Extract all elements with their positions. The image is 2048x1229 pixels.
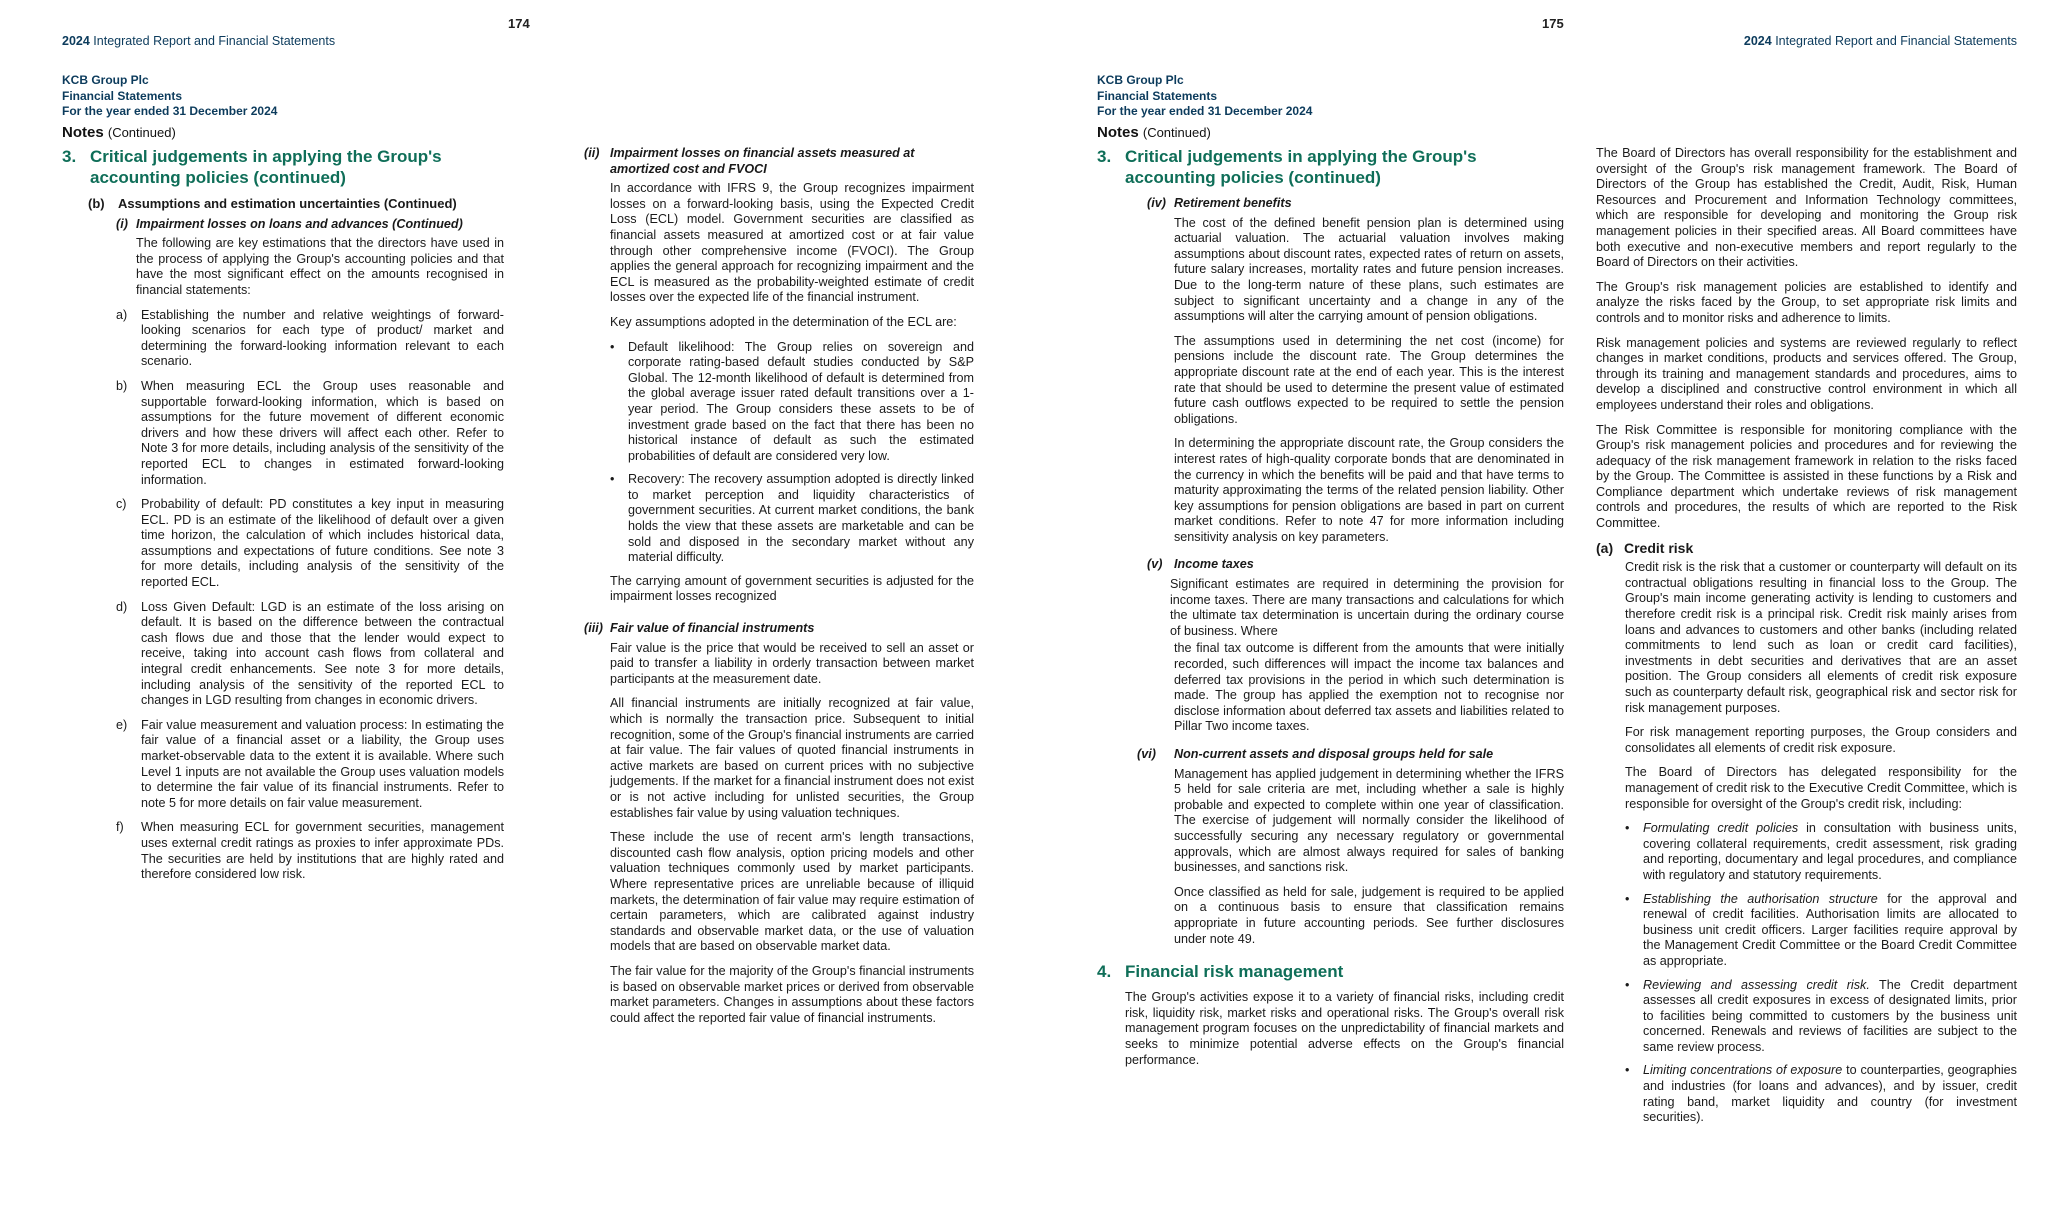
paragraph: Management has applied judgement in determining whether the IFRS 5 held for sale criteria are met, including whether a sale is highly probable and expected to complete within one year of classification. The exercise of judgement will normally consider the likelihood of successfully securing any necessary regulatory or governmental approvals, which are almost always required for sales of banking businesses, and sanctions risk. xyxy=(1174,766,1564,875)
paragraph: The Group's risk management policies are established to identify and analyze the risks faced by the Group, to set appropriate risk limits and controls and to monitor risks and adherence to limits. xyxy=(1596,279,2017,325)
paragraph: All financial instruments are initially recognized at fair value, which is normally the transaction price. Subsequent to initial recognition, some of the Group's financial instruments are carried at fair value. The fair values of quoted financial instruments in active markets are based on current prices with no subjective judgements. If the market for a financial instrument does not exist or is not active including for unlisted securities, the Group establishes fair value by using valuation techniques. xyxy=(610,696,975,820)
statement-type: Financial Statements xyxy=(62,88,183,103)
paragraph: Risk management policies and systems are reviewed regularly to reflect changes in market conditions, products and services offered. The Group, through its training and management standards and procedures, aims to develop a disciplined and constructive control environment in which all employees understand their roles and obligations. xyxy=(1596,335,2017,412)
bullet-item: • Reviewing and assessing credit risk. The Credit department assesses all credit exposures in excess of designated limits, prior to facilities being committed to customers by the business unit concerned. Renewals and reviews of facilities are subject to the same review process. xyxy=(1625,977,2017,1054)
left-column-1 xyxy=(62,146,504,892)
paragraph: the final tax outcome is different from the amounts that were initially recorded, such differences will impact the income tax balances and deferred tax provisions in the period in which such determination is made. The group has applied the exemption not to recognise nor disclose information about deferred tax assets and liabilities related to Pillar Two income taxes. xyxy=(1174,641,1564,734)
company-name: KCB Group Plc xyxy=(1097,73,1184,87)
paragraph: The Board of Directors has overall responsibility for the establishment and oversight of the Group's risk management framework. The Board of Directors of the Group has established the Credit, Audit, Risk, Human Resources and Procurement and Information Technology committees, which are responsible for developing and monitoring the Group risk management policies in their specified areas. All Board committees have both executive and non-executive members and report regularly to the Board of Directors on their activities. xyxy=(1596,146,2017,270)
notes-heading: Notes (Continued) xyxy=(1097,124,1211,141)
running-header xyxy=(62,34,335,48)
paragraph: Once classified as held for sale, judgement is required to be applied on a continuous basis to ensure that classification remains appropriate in future accounting periods. See further disclosures under note 49. xyxy=(1174,884,1564,946)
paragraph: In determining the appropriate discount rate, the Group considers the interest rates of high-quality corporate bonds that are denominated in the currency in which the benefits will be paid and that have terms to maturity approximating the terms of the related pension liability. Other key assumptions for pension obligations are based in part on current market conditions. Refer to note 47 for more information including sensitivity analysis on key parameters. xyxy=(1174,436,1564,544)
part-ii-p3: The carrying amount of government securities is adjusted for the impairment losses recognized xyxy=(610,573,974,604)
report-year: 2024 xyxy=(1743,34,1772,48)
paragraph: The fair value for the majority of the Group's financial instruments is based on observable market prices or derived from observable market parameters. Changes in assumptions about these factors could affect the reported fair value of financial instruments. xyxy=(610,963,974,1025)
paragraph: The Board of Directors has delegated responsibility for the management of credit risk to the Executive Credit Committee, which is responsible for oversight of the Group's credit risk, including: xyxy=(1625,765,2017,811)
bullet-item: • Limiting concentrations of exposure to counterparties, geographies and industries (for loans and advances), and by issuer, credit rating band, market liquidity and country (for investment securities). xyxy=(1625,1063,2017,1125)
part-vi-heading: (vi) Non-current assets and disposal groups held for sale xyxy=(1137,747,1494,761)
bullet-item: • Default likelihood: The Group relies on sovereign and corporate rating-based default studies conducted by S&P Global. The 12-month likelihood of default is determined from the global average issuer rated default transitions over a 1-year period. The Group considers these assets to be of investment grade based on the fact that there has been no historical instance of default as such the estimated probabilities of default are considered very low. xyxy=(610,339,974,463)
page-number: 174 xyxy=(508,16,530,31)
report-title: Integrated Report and Financial Statements xyxy=(93,34,336,48)
section-heading: 3. Critical judgements in applying the Group's accounting policies (continued) xyxy=(62,147,442,187)
left-column-2 xyxy=(584,146,974,1035)
right-column-2 xyxy=(1596,146,2017,1134)
part-ii-heading: (ii) Impairment losses on financial assets measured at amortized cost and FVOCI xyxy=(584,146,915,176)
part-ii-p2: Key assumptions adopted in the determination of the ECL are: xyxy=(610,314,957,329)
bullet-item: • Establishing the authorisation structure for the approval and renewal of credit facilities. Authorisation limits are allocated to business unit credit officers. Larger facilities require approval by the Management Credit Committee or the Board Credit Committee as appropriate. xyxy=(1625,891,2017,968)
section-heading: 3. Critical judgements in applying the Group's accounting policies (continued) xyxy=(1097,147,1477,187)
paragraph: Fair value is the price that would be received to sell an asset or paid to transfer a liability in orderly transaction between market participants at the measurement date. xyxy=(610,640,974,686)
report-year: 2024 xyxy=(62,34,90,48)
list-item: f) When measuring ECL for government securities, management uses external credit ratings as proxies to infer approximate PDs. The securities are held by institutions that are highly rated and therefore considered low risk. xyxy=(116,820,504,882)
paragraph: For risk management reporting purposes, the Group considers and consolidates all elements of credit risk exposure. xyxy=(1625,725,2017,755)
section-4-heading: 4. Financial risk management xyxy=(1097,962,1344,982)
document-meta xyxy=(1097,73,1312,120)
paragraph: The Group's activities expose it to a variety of financial risks, including credit risk, liquidity risk, market risks and operational risks. The Group's overall risk management program focuses on the unpredictability of financial markets and seeks to minimize potential adverse effects on the Group's financial performance. xyxy=(1125,990,1564,1067)
running-header xyxy=(1744,34,2017,48)
paragraph: The cost of the defined benefit pension plan is determined using actuarial valuation. The actuarial valuation involves making assumptions about discount rates, expected rates of return on assets, future salary increases, mortality rates and future pension increases. Due to the long-term nature of these plans, such estimates are subject to significant uncertainty and a change in any of the assumptions will alter the carrying amount of pension obligations. xyxy=(1174,215,1564,324)
page-175 xyxy=(1024,0,2048,1229)
part-v-heading: (v) Income taxes xyxy=(1147,557,1254,572)
report-title: Integrated Report and Financial Statements xyxy=(1775,34,2017,48)
subsection-heading: (b) Assumptions and estimation uncertainties (Continued) xyxy=(88,196,457,211)
list-item: e) Fair value measurement and valuation process: In estimating the fair value of a financial asset or a liability, the Group uses market-observable data to the extent it is available. Where such Level 1 inputs are not available the Group uses valuation models to determine the fair value of its financial instruments. Refer to note 5 for more details on fair value measurement. xyxy=(116,717,504,810)
part-iii-heading: (iii) Fair value of financial instruments xyxy=(584,621,815,636)
paragraph: The assumptions used in determining the net cost (income) for pensions include the discount rate. The Group determines the appropriate discount rate at the end of each year. This is the interest rate that should be used to determine the present value of estimated future cash outflows expected to be required to settle the pension obligations. xyxy=(1174,333,1564,426)
document-meta xyxy=(62,73,277,120)
list-item: a) Establishing the number and relative weightings of forward-looking scenarios for each type of product/ market and determining the forward-looking information relevant to each scenario. xyxy=(116,307,504,369)
period: For the year ended 31 December 2024 xyxy=(62,104,278,118)
company-name: KCB Group Plc xyxy=(62,73,149,87)
paragraph: Significant estimates are required in determining the provision for income taxes. There are many transactions and calculations for which the ultimate tax determination is uncertain during the ordinary course of business. Where xyxy=(1170,577,1564,638)
period: For the year ended 31 December 2024 xyxy=(1097,104,1313,118)
notes-heading: Notes (Continued) xyxy=(62,124,176,141)
credit-risk-heading: (a) Credit risk xyxy=(1596,539,1694,556)
paragraph: Credit risk is the risk that a customer or counterparty will default on its contractual obligations resulting in financial loss to the Group. The Group's main income generating activity is lending to customers and therefore credit risk is a principal risk. Credit risk mainly arises from loans and advances to customers and other banks (including related commitments to lend such as loan or credit card facilities), investments in debt securities and derivatives that are an asset position. The Group considers all elements of credit risk exposure such as counterparty default risk, geographical risk and sector risk for risk management purposes. xyxy=(1625,560,2017,715)
paragraph: The Risk Committee is responsible for monitoring compliance with the Group's risk management policies and procedures and for reviewing the adequacy of the risk management framework in relation to the risks faced by the Group. The Committee is assisted in these functions by a Risk and Compliance department which undertake reviews of risk management controls and procedures, the results of which are reported to the Risk Committee. xyxy=(1596,422,2017,531)
list-item: b) When measuring ECL the Group uses reasonable and supportable forward-looking information, which is based on assumptions for the future movement of different economic drivers and how these drivers will affect each other. Refer to Note 3 for more details, including analysis of the sensitivity of the reported ECL to changes in estimated forward-looking information. xyxy=(116,378,504,487)
paragraph: These include the use of recent arm's length transactions, discounted cash flow analysis, option pricing models and other valuation techniques commonly used by market participants. Where representative prices are unreliable because of illiquid markets, the determination of fair value may require estimation of certain parameters, which are calibrated against industry standards and observable market data, or the use of valuation models that are based on observable market data. xyxy=(610,830,974,954)
part-iv-heading: (iv) Retirement benefits xyxy=(1147,196,1292,210)
part-i-intro: The following are key estimations that the directors have used in the process of applying the Group's accounting policies and that have the most significant effect on the amounts recognised in financial statements: xyxy=(136,236,504,297)
list-item: c) Probability of default: PD constitutes a key input in measuring ECL. PD is an estimate of the likelihood of default over a given time horizon, the calculation of which includes historical data, assumptions and expectations of future conditions. See note 3 for more details, including analysis of the sensitivity of the reported ECL. xyxy=(116,497,504,590)
page-number: 175 xyxy=(1542,16,1564,31)
right-column-1 xyxy=(1097,146,1564,1077)
bullet-item: • Recovery: The recovery assumption adopted is directly linked to market perception and liquidity characteristics of government securities. At current market conditions, the bank holds the view that these assets are marketable and can be sold and disposed in the secondary market without any material difficulty. xyxy=(610,472,974,565)
part-i-heading: (i) Impairment losses on loans and advances (Continued) xyxy=(116,216,463,231)
part-ii-p1: In accordance with IFRS 9, the Group recognizes impairment losses on a forward-looking basis, using the Expected Credit Loss (ECL) model. Government securities are classified as financial assets measured at amortized cost or at fair value through other comprehensive income (FVOCI). The Group applies the general approach for recognizing impairment and the ECL is measured as the probability-weighted estimate of credit losses over the expected life of the financial instrument. xyxy=(610,181,974,305)
list-item: d) Loss Given Default: LGD is an estimate of the loss arising on default. It is based on the difference between the contractual cash flows due and those that the lender would expect to receive, taking into account cash flows from collateral and integral credit enhancements. See note 3 for more details, including analysis of the sensitivity of the reported ECL to changes in LGD resulting from changes in economic drivers. xyxy=(116,599,504,708)
bullet-item: • Formulating credit policies in consultation with business units, covering collateral requirements, credit assessment, risk grading and reporting, documentary and legal procedures, and compliance with regulatory and statutory requirements. xyxy=(1625,821,2017,882)
statement-type: Financial Statements xyxy=(1097,88,1218,103)
